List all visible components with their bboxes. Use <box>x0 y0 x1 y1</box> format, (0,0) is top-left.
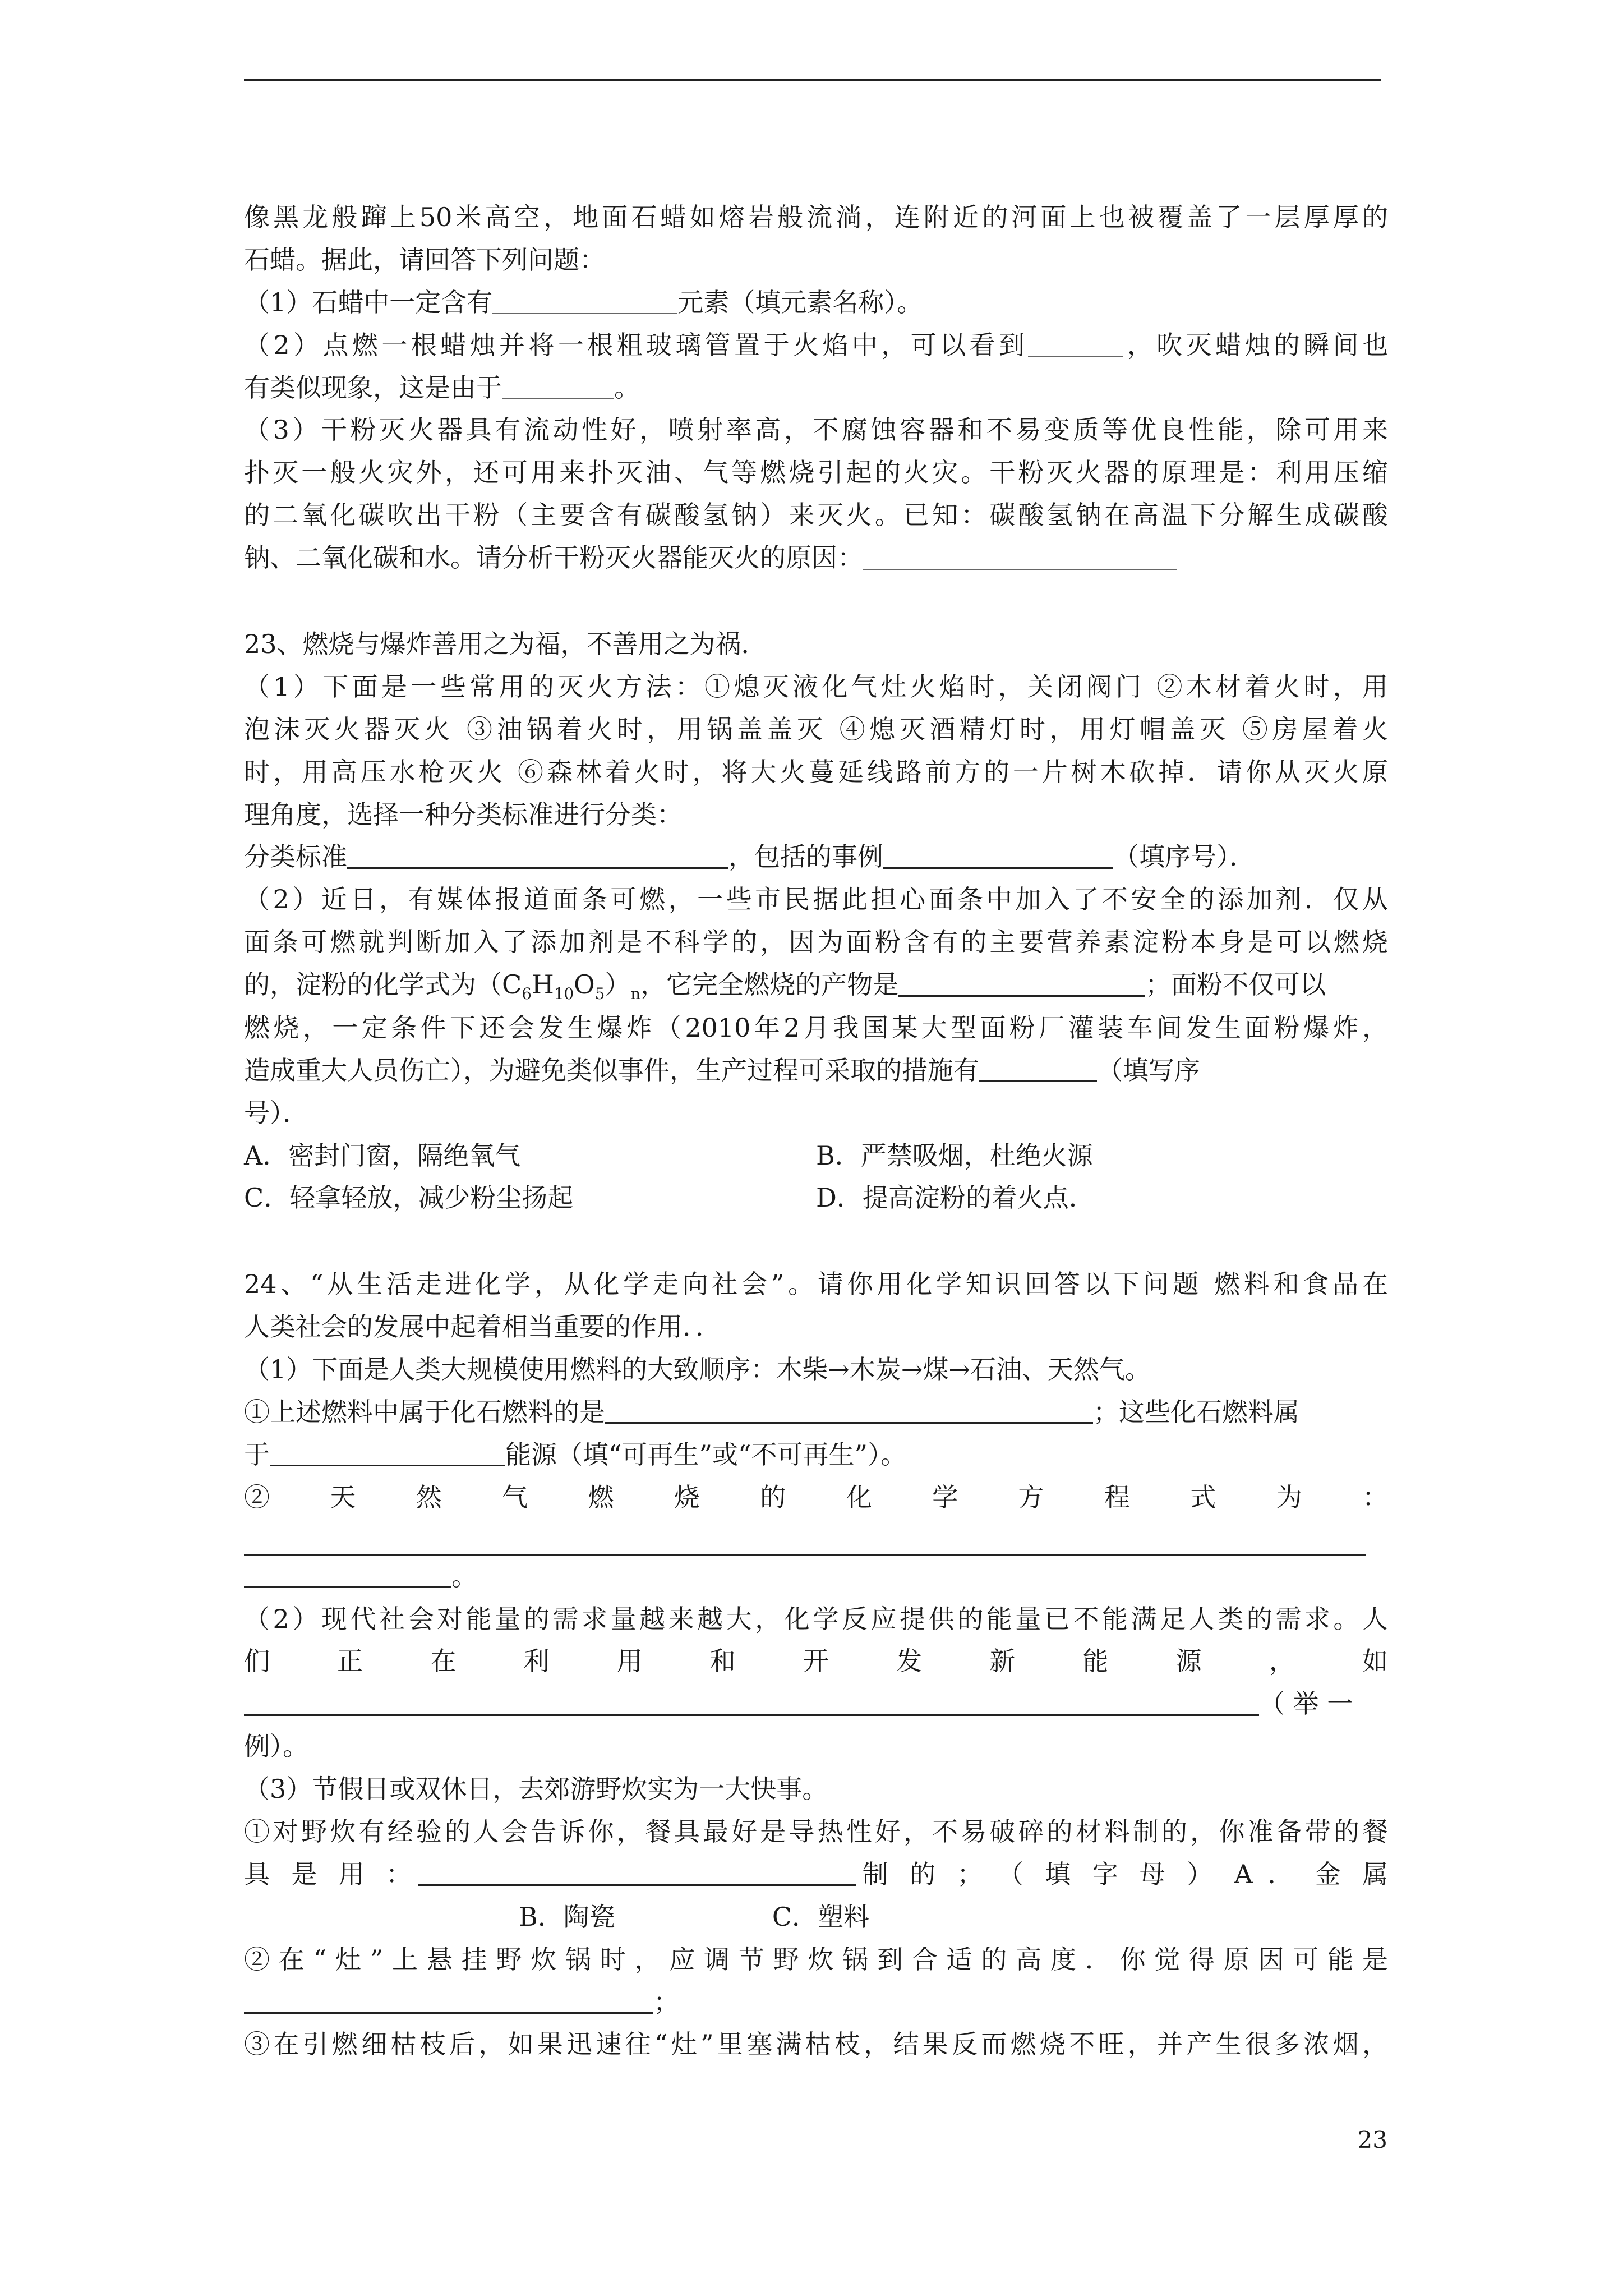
q23-part1-line2: 泡沫灭火器灭火 ③油锅着火时，用锅盖盖灭 ④熄灭酒精灯时，用灯帽盖灭 ⑤房屋着火 <box>244 714 1388 744</box>
q24-part2-line1: （2）现代社会对能量的需求量越来越大，化学反应提供的能量已不能满足人类的需求。人 <box>244 1603 1388 1634</box>
q24-part3-line3: 具 是 用 ： 制 的 ； （ 填 字 母 ） A ． 金 属 <box>244 1853 1388 1896</box>
q22-part2-line2: 有类似现象，这是由于 。 <box>244 372 640 403</box>
q23-part2-line2: 面条可燃就判断加入了添加剂是不科学的，因为面粉含有的主要营养素淀粉本身是可以燃烧 <box>244 927 1388 958</box>
q22-blank-4[interactable] <box>863 541 1177 569</box>
q24-blank-fossil-fuels[interactable] <box>605 1395 1093 1424</box>
q24-part2-line2: 们 正 在 利 用 和 开 发 新 能 源 ， 如 <box>244 1646 1388 1677</box>
q22-part2-line1: （2）点燃一根蜡烛并将一根粗玻璃管置于火焰中，可以看到 ，吹灭蜡烛的瞬间也 <box>244 329 1388 360</box>
q24-title-line1: 24、“从生活走进化学，从化学走向社会”。请你用化学知识回答以下问题 燃料和食品在 <box>244 1269 1388 1300</box>
q23-blank-products[interactable] <box>898 968 1145 996</box>
q23-options-row-1 <box>244 1135 1388 1177</box>
q23-part2-line4: 燃烧，一定条件下还会发生爆炸（2010年2月我国某大型面粉厂灌装车间发生面粉爆炸， <box>244 1012 1388 1043</box>
q24-part1-line3: 于 能源（填“可再生”或“不可再生”）。 <box>244 1434 1388 1476</box>
q23-part1-line1: （1）下面是一些常用的灭火方法：①熄灭液化气灶火焰时，关闭阀门 ②木材着火时，用 <box>244 671 1388 702</box>
page-content <box>244 196 1388 2066</box>
q24-option-b[interactable]: B．陶瓷 <box>519 1901 615 1932</box>
q23-part1-line3: 时，用高压水枪灭火 ⑥森林着火时，将大火蔓延线路前方的一片树木砍掉．请你从灭火原 <box>244 756 1388 787</box>
intro-line-1: 像黑龙般蹿上50米高空，地面石蜡如熔岩般流淌，连附近的河面上也被覆盖了一层厚厚的 <box>244 202 1388 232</box>
q23-part1-line4: 理角度，选择一种分类标准进行分类： <box>244 799 683 830</box>
q24-part2-line4: 例）。 <box>244 1731 308 1762</box>
q23-part1-line5: 分类标准 ，包括的事例 （填序号）． <box>244 836 1388 878</box>
intro-line-2: 石蜡。据此，请回答下列问题： <box>244 244 605 275</box>
q24-part3-line7: ③在引燃细枯枝后，如果迅速往“灶”里塞满枯枝，结果反而燃烧不旺，并产生很多浓烟， <box>244 2029 1388 2060</box>
q22-part1: （1）石蜡中一定含有 元素（填元素名称）。 <box>244 287 923 318</box>
q24-part3-line1: （3）节假日或双休日，去郊游野炊实为一大快事。 <box>244 1774 828 1805</box>
q22-part3-line2: 扑灭一般火灾外，还可用来扑灭油、气等燃烧引起的火灾。干粉灭火器的原理是：利用压缩 <box>244 457 1388 488</box>
q24-part1-line1: （1）下面是人类大规模使用燃料的大致顺序：木柴→木炭→煤→石油、天然气。 <box>244 1354 1151 1385</box>
q23-option-d[interactable]: D．提高淀粉的着火点． <box>816 1182 1095 1213</box>
header-rule <box>244 79 1381 81</box>
q23-blank-measures[interactable] <box>979 1053 1097 1082</box>
q22-part3-line1: （3）干粉灭火器具有流动性好，喷射率高，不腐蚀容器和不易变质等优良性能，除可用来 <box>244 415 1388 445</box>
q24-blank-new-energy[interactable] <box>244 1687 1259 1716</box>
q24-part1-line6: 。 <box>244 1556 1388 1598</box>
q24-title-line2: 人类社会的发展中起着相当重要的作用．． <box>244 1312 721 1342</box>
page-number: 23 <box>1357 2126 1387 2154</box>
q24-part3-line5: ②在“灶”上悬挂野炊锅时，应调节野炊锅到合适的高度．你觉得原因可能是 <box>244 1944 1388 1975</box>
q24-blank-height-reason[interactable] <box>244 1985 653 2014</box>
q23-options-row-2 <box>244 1177 1388 1220</box>
q23-option-a[interactable]: A．密封门窗，隔绝氧气 <box>244 1140 521 1171</box>
q24-part1-line2: ①上述燃料中属于化石燃料的是 ；这些化石燃料属 <box>244 1391 1388 1434</box>
q23-part2-line3: 的，淀粉的化学式为$(C_6H_{10}O_5)_n$，它完全燃烧的产物是 ；面粉不仅可以 <box>244 964 1388 1007</box>
q24-part1-line4: ② 天 然 气 燃 烧 的 化 学 方 程 式 为 ： <box>244 1481 1388 1512</box>
q23-title: 23、燃烧与爆炸善用之为福，不善用之为祸． <box>244 629 767 660</box>
q24-option-c[interactable]: C．塑料 <box>772 1901 870 1932</box>
q22-blank-3[interactable] <box>502 371 614 399</box>
q24-blank-equation-end[interactable] <box>244 1559 451 1588</box>
q23-blank-examples[interactable] <box>883 840 1113 869</box>
q24-part3-line6: ； <box>244 1981 1388 2024</box>
q22-part3-line4: 钠、二氧化碳和水。请分析干粉灭火器能灭火的原因： <box>244 537 1388 579</box>
q22-blank-1[interactable] <box>492 286 677 314</box>
q22-part3-line3: 的二氧化碳吹出干粉（主要含有碳酸氢钠）来灭火。已知：碳酸氢钠在高温下分解生成碳酸 <box>244 500 1388 531</box>
q24-part2-line3: （ 举 一 <box>244 1683 1388 1726</box>
q23-part2-line1: （2）近日，有媒体报道面条可燃，一些市民据此担心面条中加入了不安全的添加剂．仅从 <box>244 884 1388 915</box>
q23-blank-criteria[interactable] <box>347 840 728 869</box>
q23-part2-line6: 号）． <box>244 1097 308 1128</box>
q24-part3-line2: ①对野炊有经验的人会告诉你，餐具最好是导热性好，不易破碎的材料制的，你准备带的餐 <box>244 1816 1388 1847</box>
q24-part3-line4 <box>244 1896 1388 1939</box>
q24-blank-energy-type[interactable] <box>270 1438 505 1466</box>
q23-option-b[interactable]: B．严禁吸烟，杜绝火源 <box>816 1140 1093 1171</box>
q24-blank-equation-line[interactable] <box>244 1519 1366 1556</box>
q23-part2-line5: 造成重大人员伤亡），为避免类似事件，生产过程可采取的措施有 （填写序 <box>244 1050 1388 1092</box>
q22-blank-2[interactable] <box>1028 329 1123 357</box>
q23-option-c[interactable]: C．轻拿轻放，减少粉尘扬起 <box>244 1182 574 1213</box>
q24-blank-tableware[interactable] <box>418 1857 856 1886</box>
